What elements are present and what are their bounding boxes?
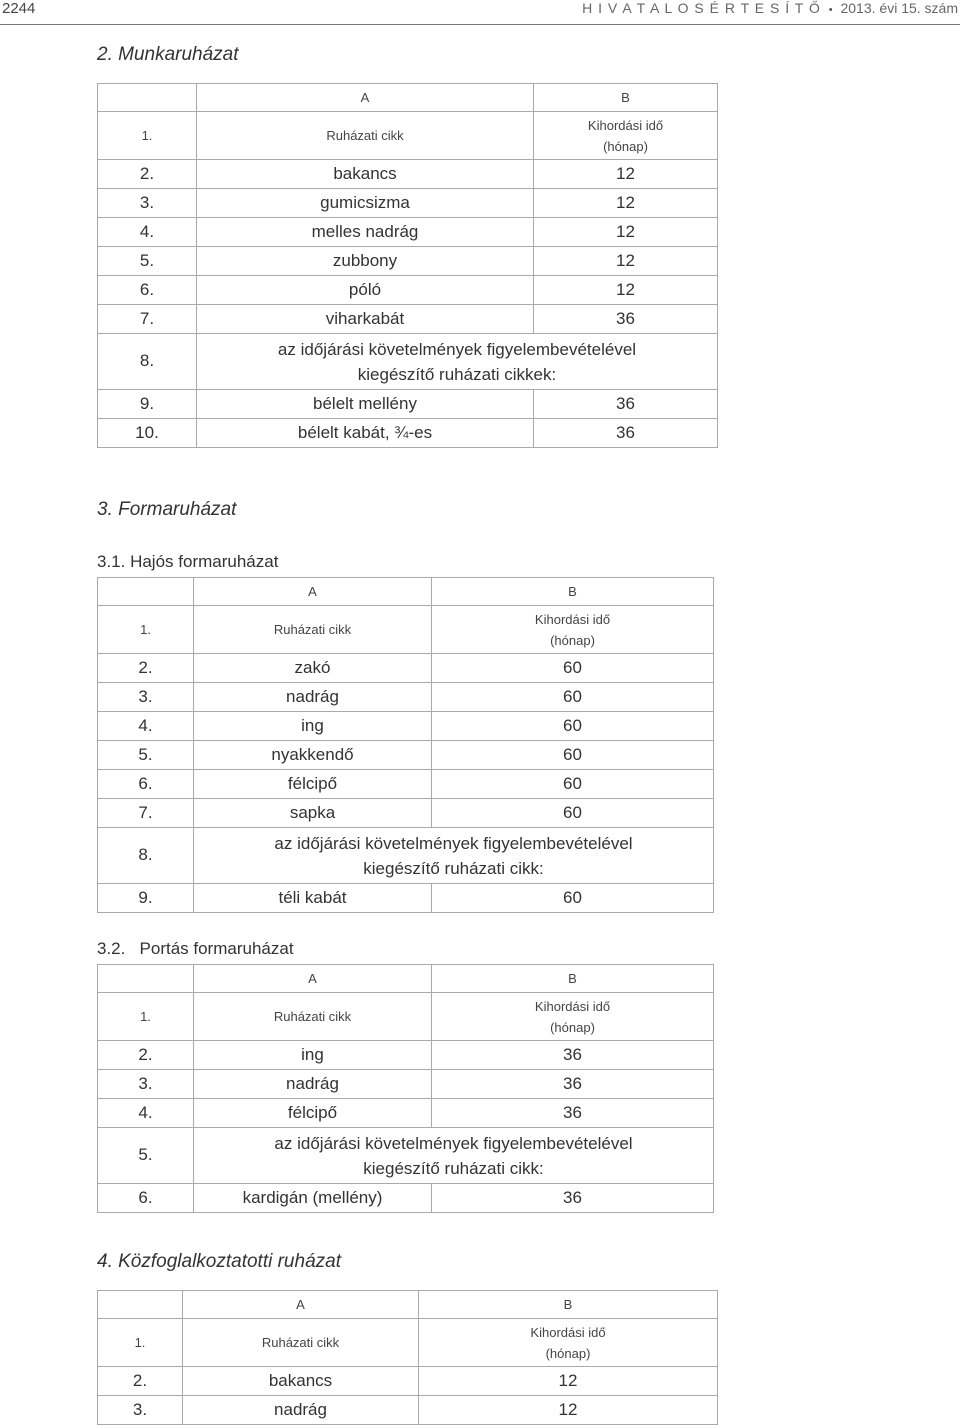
table-row (98, 189, 718, 218)
row-number: 5. (98, 741, 194, 770)
issue-label: 2013. évi 15. szám (840, 0, 958, 16)
col-letter-b: B (432, 965, 714, 993)
item-name: bakancs (197, 160, 534, 189)
subsection-title-hajos: 3.1. Hajós formaruházat (97, 552, 279, 571)
months-value: 12 (419, 1367, 718, 1396)
table-row (98, 741, 714, 770)
row-number: 5. (98, 247, 197, 276)
row-number: 8. (98, 828, 194, 884)
row-number: 2. (98, 160, 197, 189)
months-value: 36 (432, 1070, 714, 1099)
table-row (98, 1396, 718, 1425)
row-number: 6. (98, 770, 194, 799)
item-name: viharkabát (197, 305, 534, 334)
row-number: 7. (98, 799, 194, 828)
col-letter-a: A (183, 1291, 419, 1319)
col-letter-a: A (194, 578, 432, 606)
header-item: Ruházati cikk (197, 112, 534, 160)
journal-info (582, 0, 958, 16)
months-value: 36 (534, 390, 718, 419)
table-row (98, 712, 714, 741)
row-number: 10. (98, 419, 197, 448)
col-letter-a: A (194, 965, 432, 993)
table-munkaruhazat (97, 83, 718, 448)
item-name: zakó (194, 654, 432, 683)
header-item: Ruházati cikk (183, 1319, 419, 1367)
months-value: 12 (534, 218, 718, 247)
row-number: 8. (98, 334, 197, 390)
header-rule (0, 24, 960, 25)
table-row (98, 218, 718, 247)
months-value: 60 (432, 799, 714, 828)
table-row (98, 419, 718, 448)
item-name: zubbony (197, 247, 534, 276)
table-col-letters-row (98, 578, 714, 606)
row-number: 4. (98, 712, 194, 741)
table-row (98, 1367, 718, 1396)
row-number: 1. (98, 1319, 183, 1367)
months-value: 60 (432, 654, 714, 683)
item-name: bélelt mellény (197, 390, 534, 419)
table-row (98, 1070, 714, 1099)
months-value: 36 (534, 419, 718, 448)
row-number: 3. (98, 1396, 183, 1425)
months-value: 60 (432, 712, 714, 741)
table-note-row (98, 334, 718, 390)
table-col-letters-row (98, 965, 714, 993)
header-period: Kihordási idő (hónap) (432, 993, 714, 1041)
table-header-row (98, 993, 714, 1041)
table-portas-formaruhazat (97, 964, 714, 1213)
table-row (98, 247, 718, 276)
header-item: Ruházati cikk (194, 606, 432, 654)
table-row (98, 160, 718, 189)
table-row (98, 1184, 714, 1213)
item-name: nyakkendő (194, 741, 432, 770)
table-row (98, 276, 718, 305)
table-header-row (98, 1319, 718, 1367)
table-col-letters-row (98, 84, 718, 112)
table-header-row (98, 112, 718, 160)
months-value: 12 (534, 189, 718, 218)
item-name: bakancs (183, 1367, 419, 1396)
months-value: 36 (432, 1184, 714, 1213)
item-name: ing (194, 1041, 432, 1070)
row-number: 2. (98, 654, 194, 683)
row-number: 7. (98, 305, 197, 334)
months-value: 60 (432, 884, 714, 913)
row-number: 2. (98, 1041, 194, 1070)
section-title-munkaruhazat: 2. Munkaruházat (97, 44, 239, 65)
item-name: póló (197, 276, 534, 305)
row-number: 1. (98, 112, 197, 160)
col-letter-a: A (197, 84, 534, 112)
table-row (98, 654, 714, 683)
item-name: téli kabát (194, 884, 432, 913)
row-number: 3. (98, 1070, 194, 1099)
table-row (98, 770, 714, 799)
table-note-row (98, 828, 714, 884)
months-value: 12 (534, 160, 718, 189)
row-number: 1. (98, 993, 194, 1041)
header-period: Kihordási idő (hónap) (432, 606, 714, 654)
table-row (98, 683, 714, 712)
row-number: 6. (98, 1184, 194, 1213)
page-number: 2244 (2, 0, 36, 17)
months-value: 36 (534, 305, 718, 334)
section-title-formaruhazat: 3. Formaruházat (97, 499, 237, 520)
note-text: az időjárási követelmények figyelembevételével kiegészítő ruházati cikkek: (197, 334, 718, 390)
item-name: ing (194, 712, 432, 741)
bullet-separator: • (828, 4, 833, 16)
row-number: 5. (98, 1128, 194, 1184)
item-name: bélelt kabát, ¾-es (197, 419, 534, 448)
months-value: 60 (432, 683, 714, 712)
row-number: 4. (98, 218, 197, 247)
months-value: 36 (432, 1041, 714, 1070)
months-value: 12 (419, 1396, 718, 1425)
row-number: 9. (98, 884, 194, 913)
col-letter-b: B (432, 578, 714, 606)
item-name: gumicsizma (197, 189, 534, 218)
table-row (98, 884, 714, 913)
row-number: 3. (98, 189, 197, 218)
note-text: az időjárási követelmények figyelembevételével kiegészítő ruházati cikk: (194, 828, 714, 884)
row-number: 9. (98, 390, 197, 419)
item-name: félcipő (194, 1099, 432, 1128)
table-header-row (98, 606, 714, 654)
months-value: 60 (432, 770, 714, 799)
item-name: nadrág (194, 683, 432, 712)
table-col-letters-row (98, 1291, 718, 1319)
table-row (98, 799, 714, 828)
header-period: Kihordási idő (hónap) (419, 1319, 718, 1367)
journal-title: H I V A T A L O S É R T E S Í T Ő (582, 0, 821, 16)
months-value: 36 (432, 1099, 714, 1128)
table-kozfoglalkoztatotti (97, 1290, 718, 1425)
subsection-title-portas: 3.2. Portás formaruházat (97, 939, 294, 958)
note-text: az időjárási követelmények figyelembevételével kiegészítő ruházati cikk: (194, 1128, 714, 1184)
row-number: 1. (98, 606, 194, 654)
row-number: 3. (98, 683, 194, 712)
page-header (0, 0, 960, 24)
row-number: 6. (98, 276, 197, 305)
months-value: 12 (534, 247, 718, 276)
col-letter-b: B (419, 1291, 718, 1319)
table-note-row (98, 1128, 714, 1184)
item-name: melles nadrág (197, 218, 534, 247)
months-value: 60 (432, 741, 714, 770)
months-value: 12 (534, 276, 718, 305)
item-name: nadrág (194, 1070, 432, 1099)
header-period: Kihordási idő (hónap) (534, 112, 718, 160)
row-number: 4. (98, 1099, 194, 1128)
item-name: sapka (194, 799, 432, 828)
table-row (98, 1099, 714, 1128)
table-row (98, 305, 718, 334)
table-row (98, 1041, 714, 1070)
item-name: félcipő (194, 770, 432, 799)
row-number: 2. (98, 1367, 183, 1396)
header-item: Ruházati cikk (194, 993, 432, 1041)
col-letter-b: B (534, 84, 718, 112)
item-name: nadrág (183, 1396, 419, 1425)
item-name: kardigán (mellény) (194, 1184, 432, 1213)
section-title-kozfoglalkoztatotti: 4. Közfoglalkoztatotti ruházat (97, 1251, 341, 1272)
table-row (98, 390, 718, 419)
table-hajos-formaruhazat (97, 577, 714, 913)
